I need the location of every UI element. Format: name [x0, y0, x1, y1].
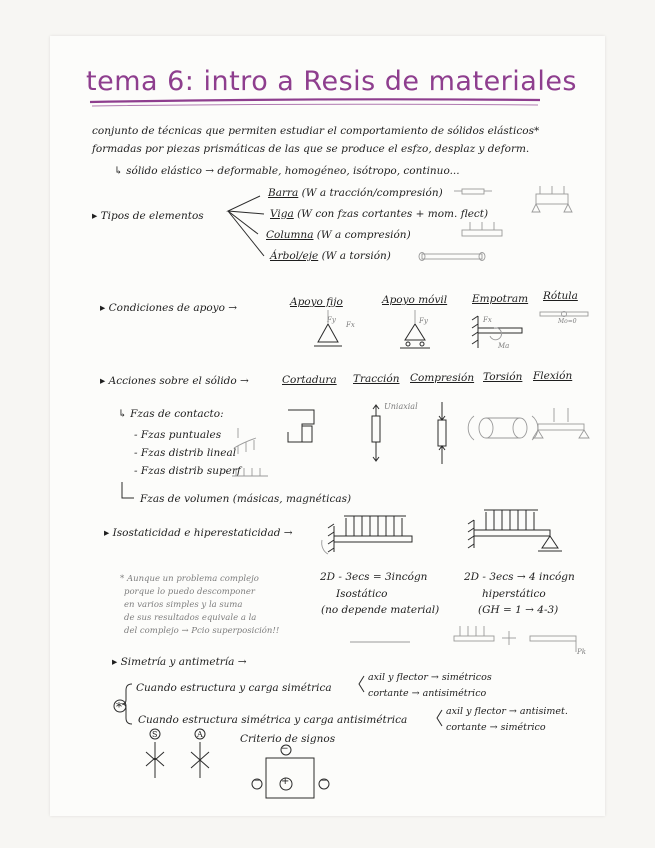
simetria-case-1-r1: axil y flector → simétricos	[368, 672, 492, 683]
label-fx-1: Fx	[346, 321, 355, 329]
cortadura-icon	[288, 410, 314, 442]
simetria-case-2: Cuando estructura simétrica y carga antisimétrica	[138, 714, 408, 726]
apoyo-movil: Apoyo móvil	[382, 294, 448, 306]
label-fy-2: Fy	[419, 317, 428, 325]
sym-s-icon	[146, 729, 164, 778]
simetria-label: ▸ Simetría y antimetría →	[112, 656, 247, 668]
contacto-superf: - Fzas distrib superf	[134, 465, 241, 477]
simetria-case-1-r2: cortante → antisimétrico	[368, 688, 487, 699]
hiper-beam-icon	[468, 510, 562, 551]
apoyo-fijo: Apoyo fijo	[290, 296, 343, 308]
label-fy-1: Fy	[327, 316, 336, 324]
criterio-signos: Criterio de signos	[240, 733, 336, 745]
apoyo-empotram: Empotram	[472, 293, 529, 305]
apoyo-label: ▸ Condiciones de apoyo →	[100, 302, 238, 314]
tipo-viga: Viga (W con fzas cortantes + mom. flect)	[270, 208, 489, 220]
accion-traccion: Tracción	[353, 373, 400, 385]
contacto-puntuales: - Fzas puntuales	[134, 429, 222, 441]
isostat-note-3: en varios simples y la suma	[124, 600, 243, 610]
superposicion-sketch	[350, 626, 576, 652]
sym-s-label: S	[152, 730, 158, 739]
sketches	[50, 36, 605, 816]
simetria-case-2-r1: axil y flector → antisimet.	[446, 706, 568, 717]
hiper-line-1: 2D - 3ecs → 4 incógn	[464, 571, 575, 583]
hiper-line-3: (GH = 1 → 4-3)	[478, 604, 559, 616]
simetria-brace	[114, 676, 442, 726]
accion-torsion: Torsión	[483, 371, 523, 383]
isostat-note-2: porque lo puedo descomponer	[124, 587, 255, 597]
notebook-page	[50, 36, 605, 816]
sign-minus-top: −	[281, 744, 289, 754]
contacto-lineal: - Fzas distrib lineal	[134, 447, 237, 459]
sym-a-label: A	[197, 730, 203, 739]
simetria-case-1: Cuando estructura y carga simétrica	[136, 682, 332, 694]
apoyo-rotula: Rótula	[543, 290, 578, 302]
iso-line-2: Isostático	[336, 588, 388, 600]
iso-beam-icon	[322, 516, 412, 554]
tipo-arbol: Árbol/eje (W a torsión)	[270, 250, 391, 262]
compresion-icon	[438, 402, 446, 464]
label-fx-3: Fx	[483, 316, 492, 324]
rotula-icon	[540, 312, 588, 317]
traccion-icon	[372, 405, 380, 461]
uniaxial-label: Uniaxial	[384, 402, 418, 411]
contacto-label: ↳ Fzas de contacto:	[118, 408, 224, 420]
label-ma: Ma	[498, 342, 510, 350]
empotram-icon	[472, 316, 522, 348]
isostat-note-4: de sus resultados equivale a la	[124, 613, 257, 623]
flexion-icon	[533, 408, 589, 438]
intro-line-1: conjunto de técnicas que permiten estudiar el comportamiento de sólidos elásticos*	[92, 125, 540, 137]
iso-line-3: (no depende material)	[321, 604, 440, 616]
iso-line-1: 2D - 3ecs = 3incógn	[320, 571, 428, 583]
tipos-brace	[228, 196, 264, 256]
intro-line-3: ↳ sólido elástico → deformable, homogéneo, isótropo, continuo...	[114, 165, 460, 177]
tipo-columna: Columna (W a compresión)	[266, 229, 411, 241]
isostat-note-1: * Aunque un problema complejo	[120, 574, 259, 584]
isostat-label: ▸ Isostaticidad e hiperestaticidad →	[104, 527, 293, 539]
acciones-label: ▸ Acciones sobre el sólido →	[100, 375, 249, 387]
contacto-sketches	[232, 428, 268, 476]
sign-minus-left: −	[253, 776, 261, 786]
apoyo-movil-icon	[400, 310, 430, 348]
torsion-icon	[468, 416, 538, 440]
isostat-note-5: del complejo → Pcio superposición!!	[124, 626, 280, 636]
simetria-case-2-r2: cortante → simétrico	[446, 722, 546, 733]
volumen-arrow	[122, 482, 134, 498]
label-mo: Mo=0	[558, 318, 577, 325]
apoyo-fijo-icon	[314, 310, 342, 346]
sign-minus-right: −	[320, 776, 328, 786]
element-sketches	[419, 186, 572, 261]
label-pk: Pk	[577, 648, 586, 656]
accion-flexion: Flexión	[533, 370, 573, 382]
criterio-signos-icon	[252, 745, 329, 798]
volumen-label: Fzas de volumen (másicas, magnéticas)	[140, 493, 352, 505]
tipo-barra: Barra (W a tracción/compresión)	[268, 187, 443, 199]
accion-compresion: Compresión	[410, 372, 475, 384]
hiper-line-2: hiperstático	[482, 588, 546, 600]
page-title: tema 6: intro a Resis de materiales	[86, 66, 578, 97]
tipos-label: ▸ Tipos de elementos	[92, 210, 204, 222]
star-mark: *	[116, 700, 122, 714]
sym-a-icon	[191, 729, 209, 778]
title-underline	[90, 99, 540, 102]
accion-cortadura: Cortadura	[282, 374, 337, 386]
intro-line-2: formadas por piezas prismáticas de las que se produce el esfzo, desplaz y deform.	[92, 143, 530, 155]
sign-plus: +	[281, 776, 290, 787]
